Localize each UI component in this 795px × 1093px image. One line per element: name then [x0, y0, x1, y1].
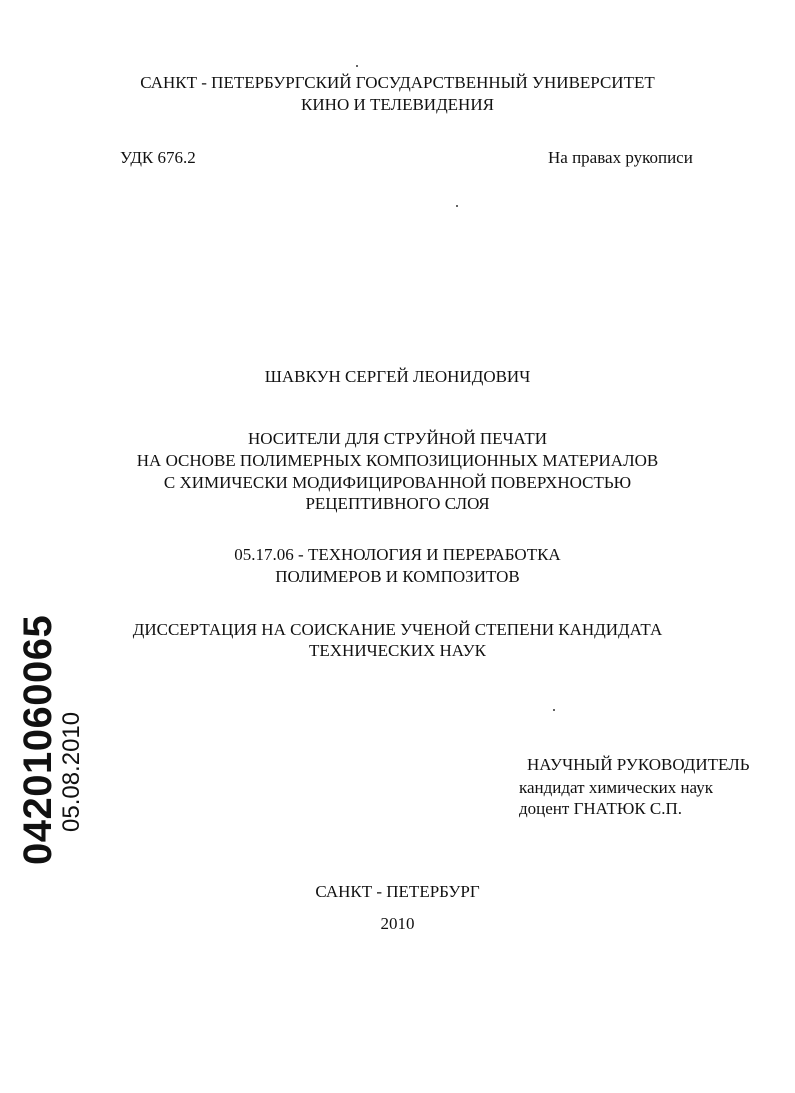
- specialty-line: 05.17.06 - ТЕХНОЛОГИЯ И ПЕРЕРАБОТКА: [234, 545, 561, 564]
- author-name: ШАВКУН СЕРГЕЙ ЛЕОНИДОВИЧ: [264, 367, 531, 386]
- degree-line: ТЕХНИЧЕСКИХ НАУК: [309, 641, 486, 660]
- title-line: НОСИТЕЛИ ДЛЯ СТРУЙНОЙ ПЕЧАТИ: [248, 429, 547, 448]
- title-line: НА ОСНОВЕ ПОЛИМЕРНЫХ КОМПОЗИЦИОННЫХ МАТЕРИАЛОВ: [136, 451, 659, 470]
- supervisor-name: доцент ГНАТЮК С.П.: [519, 799, 683, 818]
- year: 2010: [380, 914, 415, 933]
- title-line: РЕЦЕПТИВНОГО СЛОЯ: [305, 494, 490, 513]
- scan-speck: [553, 709, 555, 711]
- supervisor-heading: НАУЧНЫЙ РУКОВОДИТЕЛЬ: [527, 755, 750, 774]
- scan-speck: [356, 65, 358, 67]
- udk-code: УДК 676.2: [120, 148, 196, 167]
- scan-speck: [456, 205, 458, 207]
- university-name-line-2: КИНО И ТЕЛЕВИДЕНИЯ: [301, 95, 494, 114]
- library-stamp-date: 05.08.2010: [58, 711, 85, 832]
- library-stamp-number: 04201060065: [16, 614, 60, 865]
- specialty-line: ПОЛИМЕРОВ И КОМПОЗИТОВ: [275, 567, 520, 586]
- university-name-line-1: САНКТ - ПЕТЕРБУРГСКИЙ ГОСУДАРСТВЕННЫЙ УНИВЕРСИТЕТ: [140, 73, 655, 92]
- degree-line: ДИССЕРТАЦИЯ НА СОИСКАНИЕ УЧЕНОЙ СТЕПЕНИ КАНДИДАТА: [132, 620, 663, 639]
- title-line: С ХИМИЧЕСКИ МОДИФИЦИРОВАННОЙ ПОВЕРХНОСТЬЮ: [163, 473, 632, 492]
- rights-note: На правах рукописи: [548, 148, 693, 167]
- city: САНКТ - ПЕТЕРБУРГ: [315, 882, 480, 901]
- supervisor-degree: кандидат химических наук: [519, 778, 713, 797]
